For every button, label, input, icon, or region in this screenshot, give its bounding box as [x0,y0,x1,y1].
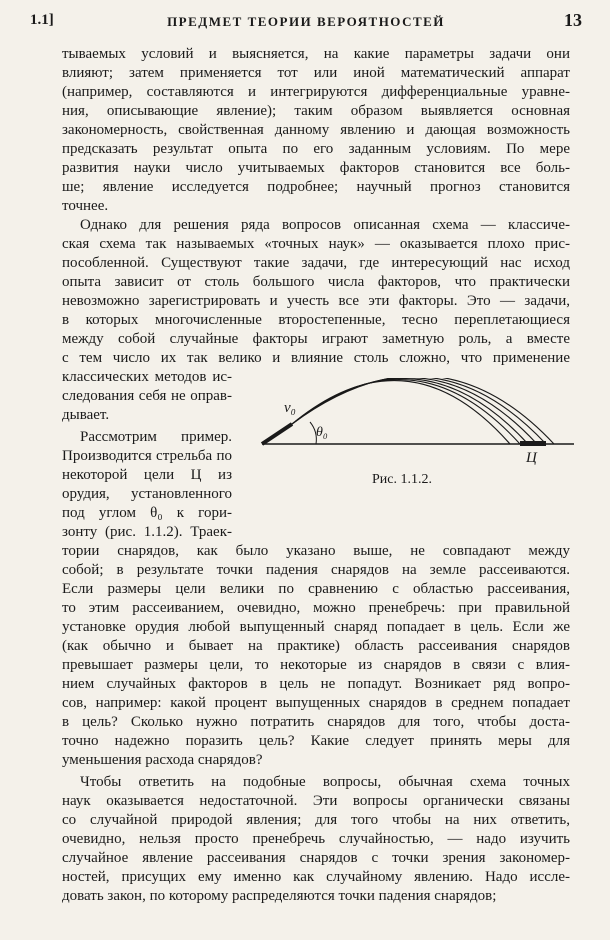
text-line: орудия, установленного [62,486,232,502]
text-line: под углом θ₀ к гори- [62,505,232,521]
text-line: развития науки число учитываемых факторов становится все боль- [62,160,570,176]
text-line: собой; в результате точки падения снарядов на земле рассеиваются. [62,562,570,578]
text-line: тории снарядов, как было указано выше, не совпадают между [62,543,570,559]
text-line: точнее. [62,198,109,214]
text-line: установке орудия любой выпущенный снаряд попадает в цель. Если же [62,619,570,635]
running-title: ПРЕДМЕТ ТЕОРИИ ВЕРОЯТНОСТЕЙ [167,14,445,29]
target-marker [520,441,546,446]
text-line: Однако для решения ряда вопросов описанная схема — классиче- [80,217,570,233]
text-line: Чтобы ответить на подобные вопросы, обычная схема точных [80,774,570,790]
text-line: зонту (рис. 1.1.2). Траек- [62,524,232,540]
text-line: ностей, присущих ему именно как случайному явлению. Надо иссле- [62,869,570,885]
text-line: ше; явление исследуется подробнее; научный прогноз становится [62,179,570,195]
text-line: наук оказывается недостаточной. Эти вопросы органически связаны [62,793,570,809]
text-line: очевидно, нельзя просто пренебречь случайностью, — надо изучить [62,831,570,847]
trajectory [292,378,546,444]
text-line: довать закон, по которому распределяются точки падения снарядов; [62,888,497,904]
text-line: классических методов ис- [62,369,232,385]
page-header [30,10,582,36]
text-line: точно надежно поразить цель? Какие следует принять меры для [62,733,570,749]
text-line: ния, описывающие явление); таким образом выявляется основная [62,103,570,119]
text-line: тываемых условий и выясняется, на какие параметры задачи они [62,46,570,62]
text-line: случайное явление рассеивания снарядов с точки зрения закономер- [62,850,570,866]
gun-barrel [262,424,292,444]
section-number: 1.1] [30,12,54,28]
angle-label: θ₀ [316,425,328,440]
text-line: (например, составляются и интегрируются дифференциальные уравне- [62,84,570,100]
text-line: влияют; затем применяется тот или иной математический аппарат [62,65,570,81]
text-line: нием случайных факторов в цель не попадут. Возникает ряд вопро- [62,676,570,692]
text-line: Рассмотрим пример. [80,429,232,445]
text-line: следования себя не оправ- [62,388,232,404]
text-line: предсказать результат опыта по его заданным условиям. По мере [62,141,570,157]
trajectory [292,378,554,444]
text-line: в которых многочисленные второстепенные, тесно переплетающиеся [62,312,570,328]
text-line: пособленной. Существуют такие задачи, где интересующий нас исход [62,255,570,271]
text-line: сов, например: какой процент выпущенных снарядов в среднем попадает [62,695,570,711]
text-line: (как обычно и бывает на практике) область рассеивания снарядов [62,638,570,654]
text-line: Производится стрельба по [62,448,232,464]
text-line: дывает. [62,407,110,423]
text-line: то этим рассеиванием, очевидно, можно пренебречь: при правильной [62,600,570,616]
figure-caption: Рис. 1.1.2. [372,472,432,487]
text-line: ская схема так называемых «точных наук» — оказывается плохо прис- [62,236,570,252]
velocity-label: v₀ [284,400,296,416]
target-label: Ц [526,450,537,466]
text-line: уменьшения расхода снарядов? [62,752,263,768]
text-line: некоторой цели Ц из [62,467,232,483]
page-number: 13 [564,10,582,30]
text-line: опыта зависит от столь большого числа факторов, что практически [62,274,570,290]
text-line: между собой случайные факторы играют заметную роль, а вместе [62,331,570,347]
text-line: закономерность, свойственная данному явлению и дающая возможность [62,122,570,138]
text-line: в цель? Сколько нужно потратить снарядов для того, чтобы доста- [62,714,570,730]
text-line: превышает размеры цели, то некоторые из снарядов в связи с влия- [62,657,570,673]
text-line: невозможно зарегистрировать и учесть все эти факторы. Это — задачи, [62,293,570,309]
text-line: со случайной природой явления; для того чтобы на них ответить, [62,812,570,828]
trajectory-figure [258,378,578,468]
text-line: Если размеры цели велики по сравнению с областью рассеивания, [62,581,570,597]
text-line: с тем число их так велико и влияние столь сложно, что применение [62,350,570,366]
